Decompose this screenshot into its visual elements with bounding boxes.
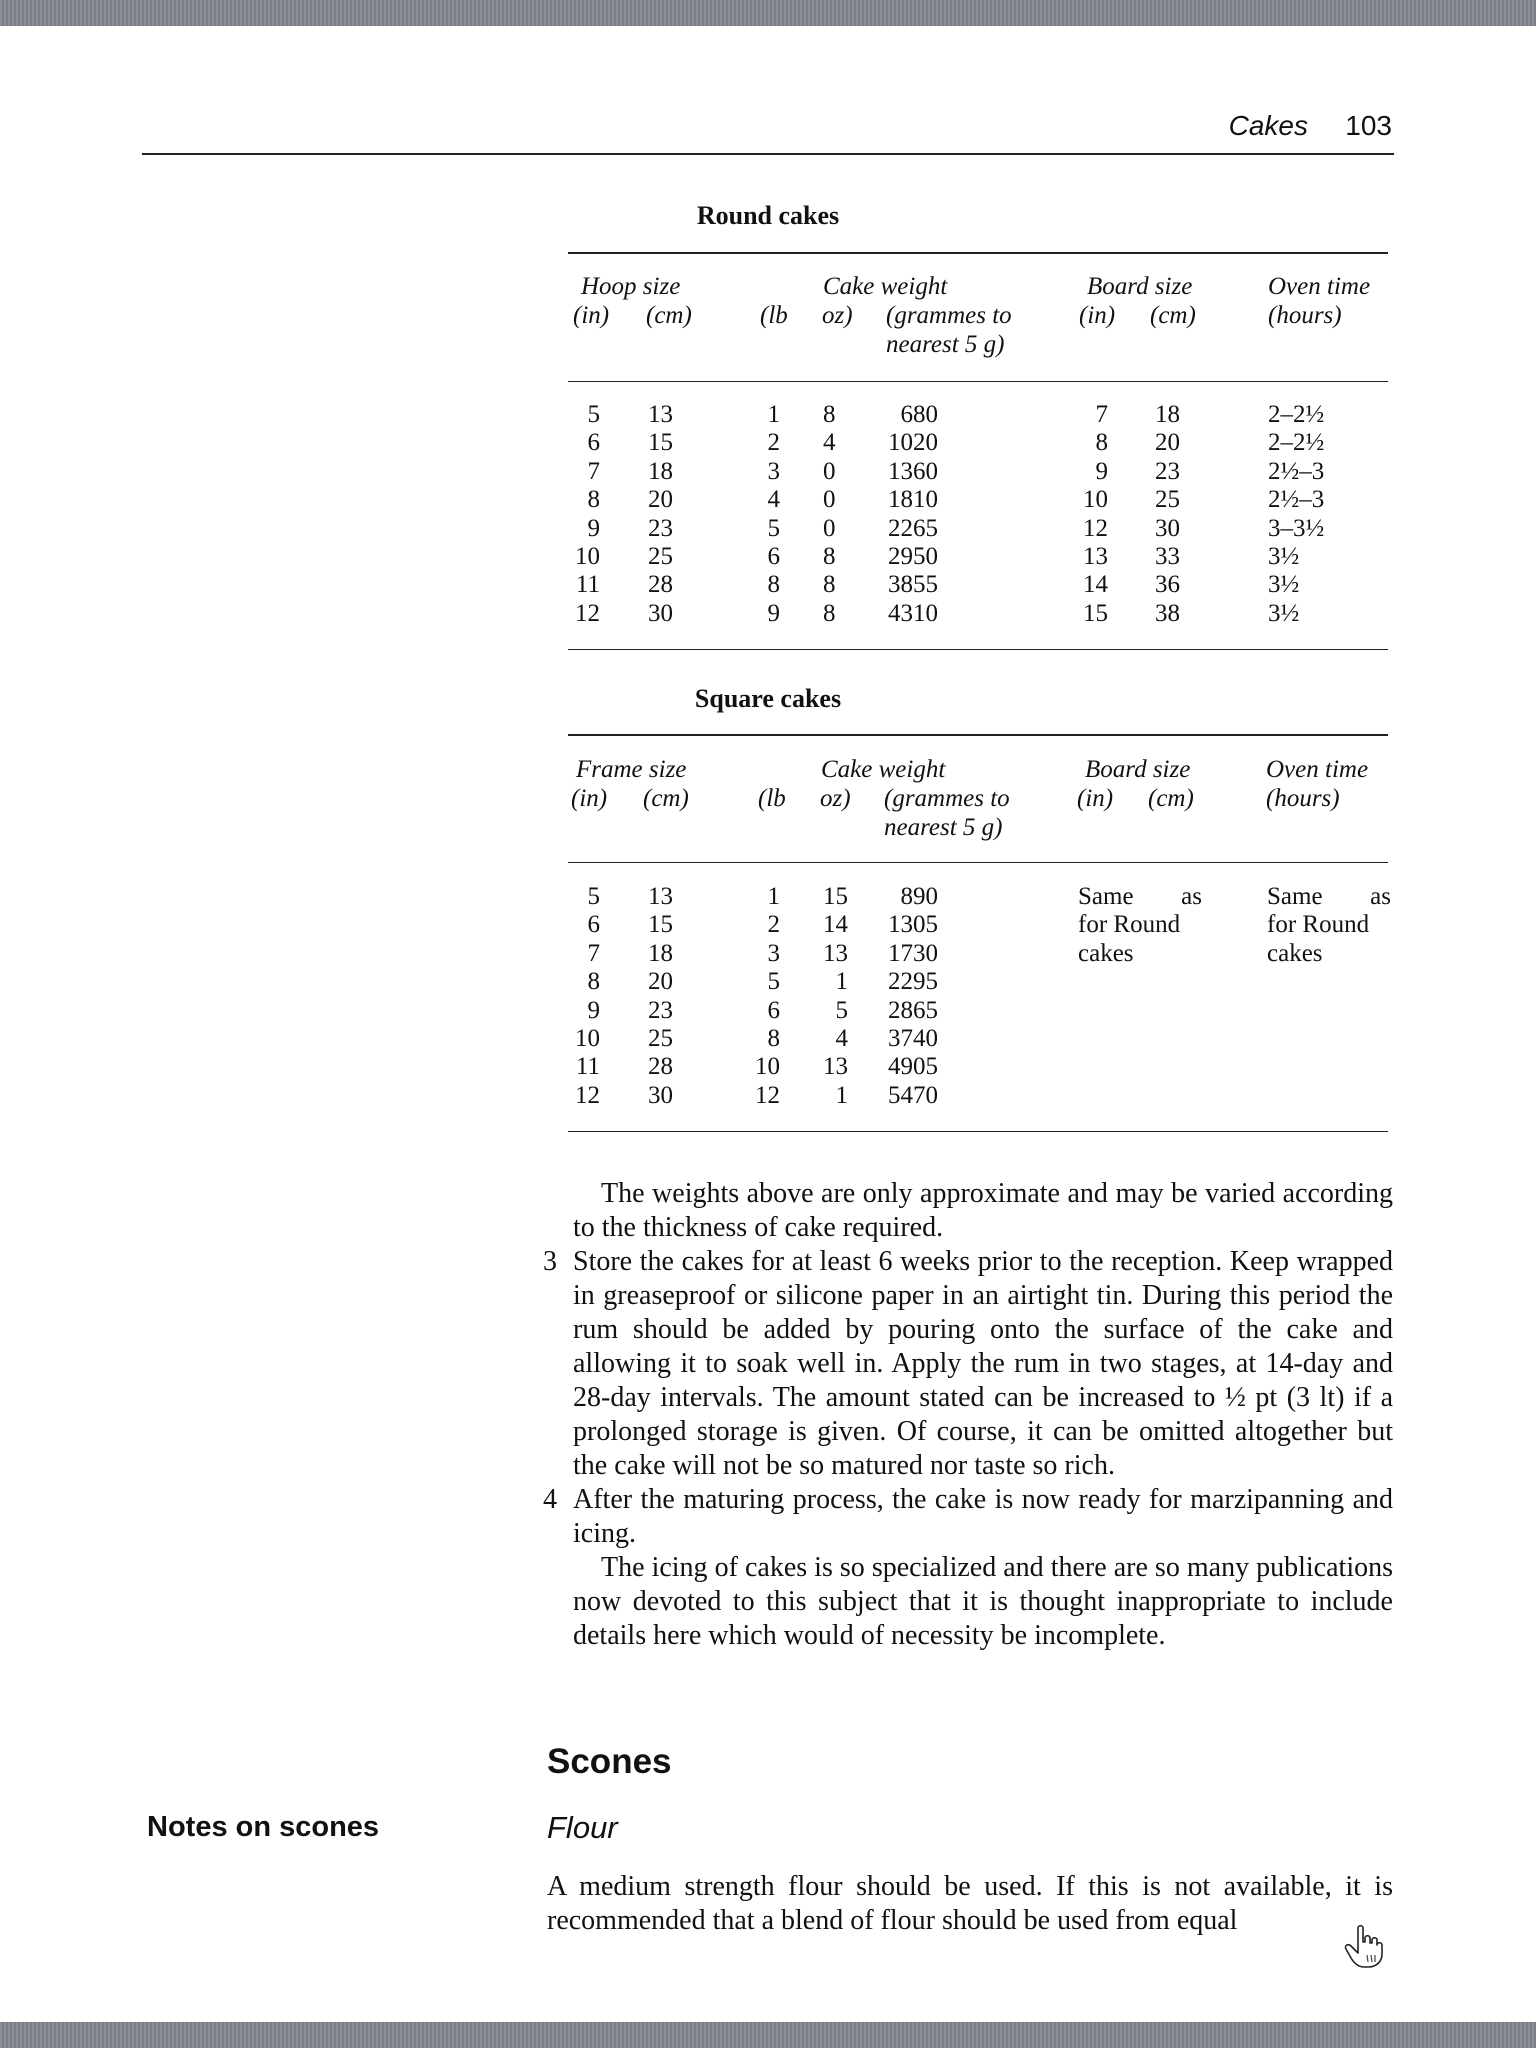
cell-oz: 13 [823, 939, 848, 967]
cell-board-in: 8 [1095, 429, 1108, 457]
round-top-rule [568, 252, 1388, 254]
cell-board-in: 15 [1083, 599, 1108, 627]
hand-pointer-icon [1340, 1922, 1388, 1970]
cell-board-cm: 23 [1155, 457, 1180, 485]
board-size-note: for Round [1078, 911, 1181, 939]
cell-oven-time: 3–3½ [1268, 514, 1325, 542]
col-lb-label: (lb [760, 302, 788, 329]
cell-oven-time: 2–2½ [1268, 429, 1325, 457]
cell-cm: 25 [648, 1025, 673, 1052]
cell-lb: 4 [767, 486, 780, 514]
flour-subheading: Flour [547, 1810, 618, 1845]
viewer-top-bar [0, 0, 1536, 26]
cell-lb: 5 [767, 514, 780, 542]
cell-grammes: 2295 [888, 968, 938, 996]
section-title: Cakes [1228, 110, 1308, 141]
cell-in: 10 [575, 1025, 600, 1052]
cell-in: 7 [587, 457, 600, 485]
cell-grammes: 4310 [888, 599, 938, 627]
cell-board-cm: 18 [1155, 401, 1180, 428]
cell-oz: 13 [823, 1053, 848, 1081]
cell-cm: 30 [648, 599, 673, 627]
cell-oz: 8 [823, 599, 836, 627]
cell-grammes: 1810 [888, 486, 938, 514]
cell-in: 9 [587, 514, 600, 542]
square-bottom-rule [568, 1131, 1388, 1132]
cell-oz: 1 [835, 968, 848, 996]
flour-paragraph-block [547, 1870, 1393, 1938]
cell-oz: 4 [835, 1025, 848, 1052]
cell-grammes: 3855 [888, 571, 938, 599]
board-cm-label: (cm) [1148, 785, 1194, 812]
cell-oven-time: 2½–3 [1268, 457, 1325, 485]
cell-lb: 1 [767, 401, 780, 428]
cell-oz: 1 [835, 1081, 848, 1109]
running-head [1100, 110, 1394, 150]
col-lb-label: (lb [758, 785, 786, 812]
cell-cm: 15 [648, 429, 673, 457]
cell-in: 5 [587, 883, 600, 910]
grammes-label-1: (grammes to [886, 302, 1012, 329]
cell-oz: 8 [823, 543, 836, 570]
cell-oz: 15 [823, 883, 848, 910]
cell-board-cm: 25 [1155, 486, 1180, 514]
cell-lb: 8 [767, 1025, 780, 1052]
step-3 [543, 1245, 1393, 1483]
col-in-label: (in) [571, 785, 608, 812]
method-text [543, 1177, 1393, 1653]
cell-in: 5 [587, 401, 600, 428]
cell-lb: 6 [767, 996, 780, 1024]
size-label: Hoop size [581, 273, 681, 300]
cell-board-cm: 30 [1155, 514, 1180, 542]
cell-lb: 10 [755, 1053, 780, 1081]
cell-cm: 18 [648, 457, 673, 485]
step-4 [543, 1483, 1393, 1551]
icing-note: The icing of cakes is so specialized and there are so many publications now devoted to this subject that it is thought inappropriate to include details here which would of necessity be incomplete. [573, 1552, 1393, 1651]
cell-board-cm: 20 [1155, 429, 1180, 457]
cell-in: 12 [575, 599, 600, 627]
col-in-label: (in) [573, 302, 610, 329]
board-label: Board size [1085, 756, 1191, 783]
cell-grammes: 3740 [888, 1025, 938, 1052]
oven-label: Oven time [1266, 756, 1369, 783]
weight-label: Cake weight [821, 756, 946, 783]
cell-in: 11 [575, 571, 600, 599]
round-bottom-rule [568, 649, 1388, 650]
weight-label: Cake weight [823, 273, 948, 300]
cell-oven-time: 2–2½ [1268, 401, 1325, 428]
cell-cm: 25 [648, 543, 673, 570]
cell-lb: 3 [767, 457, 780, 485]
col-oz-label: oz) [820, 785, 851, 812]
cell-cm: 23 [648, 514, 673, 542]
cell-grammes: 1305 [888, 911, 938, 939]
cell-grammes: 4905 [888, 1053, 938, 1081]
cell-oz: 0 [823, 514, 836, 542]
cell-in: 10 [575, 543, 600, 570]
viewer-bottom-bar [0, 2022, 1536, 2048]
cell-cm: 30 [648, 1081, 673, 1109]
cell-cm: 28 [648, 571, 673, 599]
square-header-rule [568, 862, 1388, 863]
page-number: 103 [1345, 110, 1392, 141]
grammes-label-2: nearest 5 g) [884, 814, 1003, 841]
cell-lb: 6 [767, 543, 780, 570]
notes-on-scones-heading: Notes on scones [147, 1811, 380, 1843]
cell-in: 8 [587, 968, 600, 996]
cell-lb: 9 [767, 599, 780, 627]
col-cm-label: (cm) [646, 302, 692, 329]
cell-cm: 15 [648, 911, 673, 939]
cell-in: 8 [587, 486, 600, 514]
cell-lb: 8 [767, 571, 780, 599]
cell-lb: 1 [767, 883, 780, 910]
board-in-label: (in) [1077, 785, 1114, 812]
cell-cm: 23 [648, 996, 673, 1024]
cell-oven-time: 3½ [1268, 543, 1300, 570]
round-header-rule [568, 381, 1388, 382]
weights-note: The weights above are only approximate and may be varied according to the thickness of cake required. [573, 1178, 1393, 1243]
cell-in: 11 [575, 1053, 600, 1081]
cell-cm: 13 [648, 401, 673, 428]
grammes-label-2: nearest 5 g) [886, 331, 1005, 358]
cell-board-in: 7 [1095, 401, 1108, 428]
board-size-note: cakes [1078, 939, 1134, 967]
cell-lb: 12 [755, 1081, 780, 1109]
cell-grammes: 1020 [888, 429, 938, 457]
cell-oven-time: 3½ [1268, 571, 1300, 599]
cell-cm: 18 [648, 939, 673, 967]
cell-oz: 5 [835, 996, 848, 1024]
board-size-note: Same as [1078, 883, 1202, 910]
cell-board-cm: 33 [1155, 543, 1180, 570]
cell-oz: 8 [823, 401, 836, 428]
cell-in: 12 [575, 1081, 600, 1109]
cell-board-cm: 38 [1155, 599, 1180, 627]
step-text: Store the cakes for at least 6 weeks prior to the reception. Keep wrapped in greaseproof or silicone paper in an airtight tin. During this period the rum should be added by pouring onto the surface of the cake and allowing it to soak well in. Apply the rum in two stages, at 14-day and 28-day intervals. The amount stated can be increased to ½ pt (3 lt) if a prolonged storage is given. Of course, it can be omitted altogether but the cake will not be so matured nor taste so rich. [573, 1246, 1393, 1481]
cell-board-in: 14 [1083, 571, 1108, 599]
size-label: Frame size [576, 756, 687, 783]
cell-grammes: 2865 [888, 996, 938, 1024]
cell-grammes: 680 [900, 401, 938, 428]
cell-board-in: 13 [1083, 543, 1108, 570]
grammes-label-1: (grammes to [884, 785, 1010, 812]
cell-in: 6 [587, 429, 600, 457]
oven-label: Oven time [1268, 273, 1371, 300]
cell-oz: 8 [823, 571, 836, 599]
cell-cm: 20 [648, 486, 673, 514]
cell-grammes: 890 [900, 883, 938, 910]
cell-oz: 0 [823, 457, 836, 485]
square-top-rule [568, 734, 1388, 736]
col-oz-label: oz) [822, 302, 853, 329]
oven-unit-label: (hours) [1268, 302, 1342, 329]
cell-oz: 0 [823, 486, 836, 514]
cell-grammes: 2950 [888, 543, 938, 570]
cell-cm: 13 [648, 883, 673, 910]
col-cm-label: (cm) [643, 785, 689, 812]
cell-board-cm: 36 [1155, 571, 1180, 599]
cell-oz: 14 [823, 911, 848, 939]
cell-board-in: 10 [1083, 486, 1108, 514]
cell-in: 6 [587, 911, 600, 939]
square-cakes-title: Square cakes [694, 684, 842, 713]
oven-time-note: Same as [1267, 883, 1391, 910]
oven-unit-label: (hours) [1266, 785, 1340, 812]
oven-time-note: cakes [1267, 939, 1323, 967]
cell-cm: 28 [648, 1053, 673, 1081]
cell-grammes: 1360 [888, 457, 938, 485]
cell-board-in: 9 [1095, 457, 1108, 485]
cell-oven-time: 2½–3 [1268, 486, 1325, 514]
cell-lb: 3 [767, 939, 780, 967]
cell-grammes: 5470 [888, 1081, 938, 1109]
cell-in: 7 [587, 939, 600, 967]
cell-grammes: 2265 [888, 514, 938, 542]
cell-board-in: 12 [1083, 514, 1108, 542]
cell-lb: 5 [767, 968, 780, 996]
round-cakes-title: Round cakes [696, 201, 840, 230]
cell-grammes: 1730 [888, 939, 938, 967]
oven-time-note: for Round [1267, 911, 1370, 939]
cell-in: 9 [587, 996, 600, 1024]
scones-heading: Scones [547, 1742, 672, 1781]
cell-oz: 4 [823, 429, 836, 457]
cell-cm: 20 [648, 968, 673, 996]
cell-oven-time: 3½ [1268, 599, 1300, 627]
header-rule [142, 153, 1394, 155]
cell-lb: 2 [767, 911, 780, 939]
board-cm-label: (cm) [1150, 302, 1196, 329]
step-number: 4 [543, 1484, 557, 1515]
step-text: After the maturing process, the cake is now ready for marzipanning and icing. [573, 1484, 1393, 1549]
flour-paragraph: A medium strength flour should be used. If this is not available, it is recommended that a blend of flour should be used from equal [547, 1871, 1393, 1936]
cell-lb: 2 [767, 429, 780, 457]
board-label: Board size [1087, 273, 1193, 300]
board-in-label: (in) [1079, 302, 1116, 329]
step-number: 3 [543, 1246, 557, 1277]
